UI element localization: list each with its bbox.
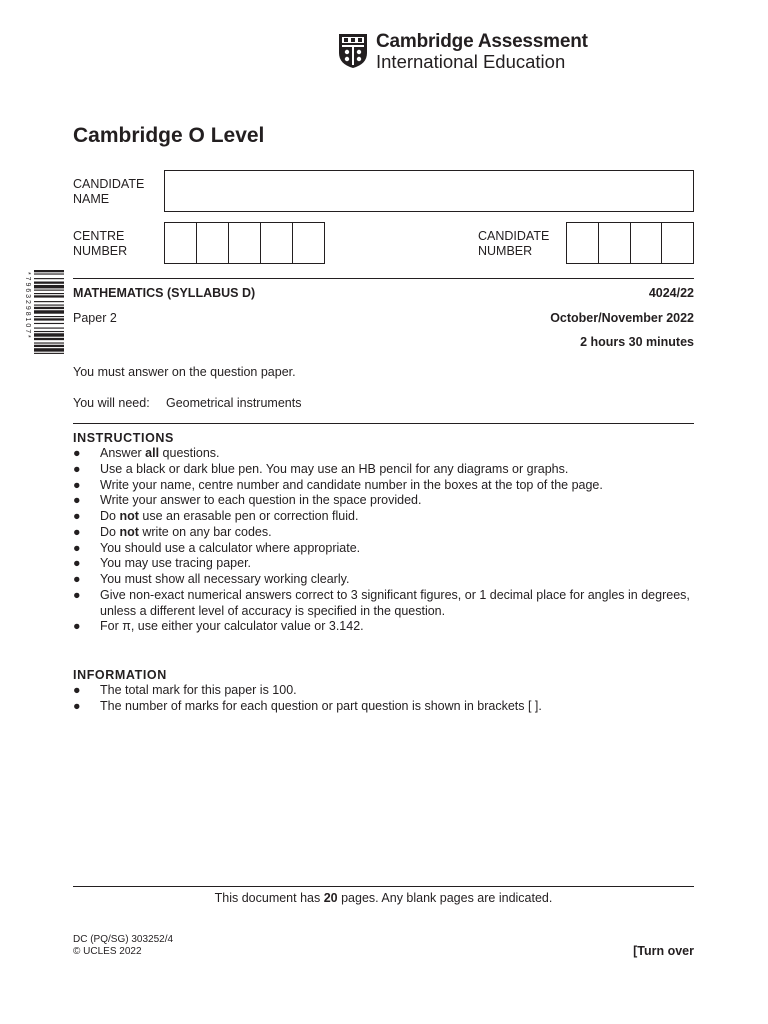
bullet-icon: ● xyxy=(73,461,81,476)
bullet-icon: ● xyxy=(73,446,81,460)
qualification-title: Cambridge O Level xyxy=(73,124,265,147)
list-item-text-bold: not xyxy=(119,524,139,539)
information-heading: INFORMATION xyxy=(73,668,167,682)
list-item xyxy=(73,525,694,541)
list-item-text-post: use an erasable pen or correction fluid. xyxy=(138,509,359,523)
candidate-digit-box[interactable] xyxy=(631,223,663,263)
candidate-number-field[interactable] xyxy=(566,222,694,264)
centre-digit-box[interactable] xyxy=(261,223,293,263)
centre-digit-box[interactable] xyxy=(229,223,261,263)
candidate-name-label-line1: CANDIDATE xyxy=(73,177,145,191)
list-item xyxy=(73,556,694,572)
list-item-text-pre: Use a black or dark blue pen. You may use an HB pencil for any diagrams or graphs. xyxy=(100,461,569,476)
candidate-number-label xyxy=(478,229,549,259)
divider-top xyxy=(73,278,694,279)
paper-code: 4024/22 xyxy=(648,286,694,300)
list-item-text-pre: You may use tracing paper. xyxy=(100,556,252,571)
centre-number-label-line2: NUMBER xyxy=(73,244,128,258)
instructions-heading: INSTRUCTIONS xyxy=(73,431,174,445)
list-item-text-pre: Write your name, centre number and candidate number in the boxes at the top of the page. xyxy=(100,477,603,492)
cambridge-logo xyxy=(338,31,588,72)
list-item-text-pre: The total mark for this paper is 100. xyxy=(100,683,297,697)
list-item-text-post: write on any bar codes. xyxy=(138,524,272,539)
information-list xyxy=(73,683,694,715)
bullet-icon: ● xyxy=(73,540,81,555)
candidate-name-label-line2: NAME xyxy=(73,192,110,206)
bullet-icon: ● xyxy=(73,524,81,539)
instructions-list xyxy=(73,446,694,635)
candidate-digit-box[interactable] xyxy=(662,223,693,263)
bullet-icon: ● xyxy=(73,619,81,634)
divider-bottom xyxy=(73,886,694,887)
bullet-icon: ● xyxy=(73,572,81,586)
bullet-icon: ● xyxy=(73,587,81,602)
candidate-digit-box[interactable] xyxy=(567,223,599,263)
centre-digit-box[interactable] xyxy=(293,223,324,263)
bullet-icon: ● xyxy=(73,509,81,523)
list-item xyxy=(73,478,694,494)
answer-on-paper-note: You must answer on the question paper. xyxy=(73,365,296,379)
list-item xyxy=(73,446,694,462)
list-item xyxy=(73,588,694,620)
bullet-icon: ● xyxy=(73,477,81,492)
page-count-text-end: pages. Any blank pages are indicated. xyxy=(337,891,553,905)
bullet-icon: ● xyxy=(73,683,81,697)
candidate-name-label xyxy=(73,177,144,207)
list-item-text-bold: all xyxy=(145,446,160,460)
list-item-text-post: questions. xyxy=(159,446,220,460)
list-item xyxy=(73,619,694,635)
exam-duration: 2 hours 30 minutes xyxy=(580,335,694,349)
candidate-digit-box[interactable] xyxy=(599,223,631,263)
list-item xyxy=(73,683,694,699)
bullet-icon: ● xyxy=(73,493,81,508)
centre-number-label-line1: CENTRE xyxy=(73,229,125,243)
list-item xyxy=(73,462,694,478)
centre-number-label xyxy=(73,229,127,259)
required-equipment: Geometrical instruments xyxy=(166,396,302,410)
list-item-text-pre: Write your answer to each question in the space provided. xyxy=(100,493,422,508)
subject-title: MATHEMATICS (SYLLABUS D) xyxy=(73,286,256,300)
centre-digit-box[interactable] xyxy=(165,223,197,263)
candidate-number-label-line2: NUMBER xyxy=(478,244,533,258)
list-item xyxy=(73,509,694,525)
list-item-text-pre: Do xyxy=(100,524,120,539)
list-item-text-pre: Give non-exact numerical answers correct to 3 significant figures, or 1 decimal place for angles in degrees, unless a different level of accuracy is specified in the question. xyxy=(100,587,690,618)
barcode xyxy=(22,270,64,410)
turn-over-label: [Turn over xyxy=(633,944,694,958)
logo-line-1: Cambridge Assessment xyxy=(376,31,588,52)
copyright-notice: © UCLES 2022 xyxy=(73,946,142,957)
list-item xyxy=(73,541,694,557)
exam-session: October/November 2022 xyxy=(550,311,694,325)
barcode-text: * 7 9 6 3 2 9 8 1 0 7 * xyxy=(24,272,31,338)
candidate-number-label-line1: CANDIDATE xyxy=(478,229,550,243)
list-item xyxy=(73,699,694,715)
list-item-text-pre: Answer xyxy=(100,446,146,460)
divider-middle xyxy=(73,423,694,424)
list-item-text-pre: You must show all necessary working clearly. xyxy=(100,572,350,586)
page-count-number: 20 xyxy=(323,891,338,905)
page-count-note xyxy=(73,891,694,905)
logo-line-2: International Education xyxy=(376,51,566,72)
paper-number: Paper 2 xyxy=(73,311,117,325)
bullet-icon: ● xyxy=(73,698,81,713)
page-count-text-start: This document has xyxy=(214,891,324,905)
list-item-text-pre: You should use a calculator where appropriate. xyxy=(100,540,361,555)
list-item-text-bold: not xyxy=(119,509,139,523)
list-item-text-pre: The number of marks for each question or part question is shown in brackets [ ]. xyxy=(100,698,542,713)
list-item xyxy=(73,493,694,509)
bullet-icon: ● xyxy=(73,556,81,571)
list-item xyxy=(73,572,694,588)
centre-number-field[interactable] xyxy=(164,222,325,264)
candidate-name-field[interactable] xyxy=(164,170,694,212)
centre-digit-box[interactable] xyxy=(197,223,229,263)
list-item-text-pre: Do xyxy=(100,509,120,523)
cambridge-crest-icon xyxy=(338,33,368,69)
list-item-text-pre: For π, use either your calculator value or 3.142. xyxy=(100,619,364,634)
document-code: DC (PQ/SG) 303252/4 xyxy=(73,934,174,945)
you-will-need-label: You will need: xyxy=(73,396,150,410)
